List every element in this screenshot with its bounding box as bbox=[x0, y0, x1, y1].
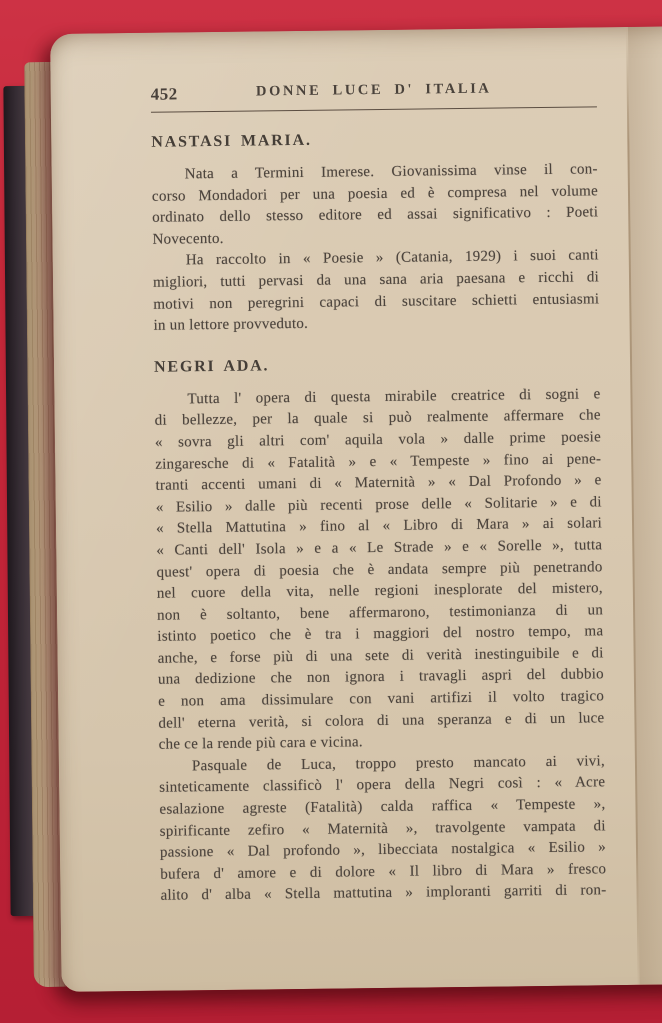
section-heading: NASTASI MARIA. bbox=[151, 131, 312, 151]
text-line: Nata a Termini Imerese. Giovanissima vinse il con- bbox=[184, 161, 598, 183]
text-line: Tutta l' opera di questa mirabile creatrice di sogni e bbox=[187, 386, 601, 408]
text-line: « Stella Mattutina » fino al « Libro di Mara » ai solari bbox=[155, 515, 603, 538]
paragraph bbox=[153, 246, 600, 338]
page-content bbox=[151, 79, 607, 907]
text-line: dell' eterna verità, si colora di una speranza e di un luce bbox=[158, 709, 605, 732]
paragraph bbox=[154, 384, 604, 757]
text-line: sinteticamente classificò l' opera della Negri così : « Acre bbox=[159, 774, 606, 797]
section-heading: NEGRI ADA. bbox=[153, 357, 270, 376]
page-header bbox=[151, 79, 597, 104]
text-line: non è soltanto, bene affermarono, testimonianza di un bbox=[157, 601, 604, 624]
text-line: quest' opera di poesia che è andata sempre più penetrando bbox=[156, 558, 603, 581]
paragraph bbox=[159, 751, 607, 908]
text-line: di bellezze, per la quale si può realmente affermare che bbox=[154, 407, 601, 430]
header-rule bbox=[151, 106, 597, 112]
text-line: ordinato dello stesso editore ed assai significativo : Poeti bbox=[152, 204, 599, 226]
book-page bbox=[50, 26, 662, 992]
text-line: nel cuore della vita, nelle regioni inesplorate del mistero, bbox=[156, 580, 603, 602]
text-line: passione « Dal profondo », libecciata nostalgica « Esilio » bbox=[159, 839, 607, 861]
text-line: in un lettore provveduto. bbox=[153, 316, 309, 334]
text-line: Ha raccolto in « Poesie » (Catania, 1929) i suoi canti bbox=[185, 247, 599, 269]
text-line: una dedizione che non ignora i travagli aspri del dubbio bbox=[157, 666, 604, 689]
text-line: Pasquale de Luca, troppo presto mancato ai vivi, bbox=[191, 753, 606, 775]
text-line: corso Mondadori per una poesia ed è compresa nel volume bbox=[151, 182, 599, 205]
section bbox=[154, 353, 607, 908]
text-line: e non ama dissimulare con vani artifizi il volto tragico bbox=[158, 688, 605, 710]
text-line: alito d' alba « Stella mattutina » imploranti garriti di ron- bbox=[160, 882, 607, 905]
text-line: che ce la rende più cara e vicina. bbox=[158, 734, 363, 753]
section bbox=[151, 128, 599, 337]
text-line: istinto poetico che è tra i maggiori del nostro tempo, ma bbox=[157, 623, 604, 646]
text-line: spirificante zefiro « Maternità », travolgente vampata di bbox=[159, 817, 606, 840]
page-number: 452 bbox=[150, 84, 178, 104]
text-line: « sovra gli altri com' aquila vola » dalle prime poesie bbox=[154, 429, 602, 451]
text-line: anche, e forse più di una sete di verità inestinguibile e di bbox=[157, 645, 604, 667]
text-line: « Canti dell' Isola » e a « Le Strade » e « Sorelle », tutta bbox=[156, 537, 603, 559]
page-body bbox=[151, 128, 606, 907]
page-crease bbox=[626, 27, 640, 985]
text-line: « Esilio » dalle più recenti prose delle « Solitarie » e di bbox=[155, 494, 602, 516]
text-line: migliori, tutti pervasi da una sana aria paesana e ricchi di bbox=[152, 269, 600, 291]
text-line: esalazione agreste (Fatalità) calda raffica « Tempeste », bbox=[159, 796, 606, 818]
text-line: zingaresche di « Fatalità » e « Tempeste » fino ai pene- bbox=[155, 450, 602, 473]
page-title: DONNE LUCE D' ITALIA bbox=[255, 80, 492, 100]
text-line: Novecento. bbox=[152, 230, 224, 248]
text-line: bufera d' amore e di dolore « Il libro di Mara » fresco bbox=[160, 861, 607, 883]
text-line: tranti accenti umani di « Maternità » « Dal Profondo » e bbox=[155, 472, 602, 494]
text-line: motivi non peregrini capaci di suscitare schietti entusiasmi bbox=[153, 290, 600, 313]
paragraph bbox=[152, 159, 599, 251]
